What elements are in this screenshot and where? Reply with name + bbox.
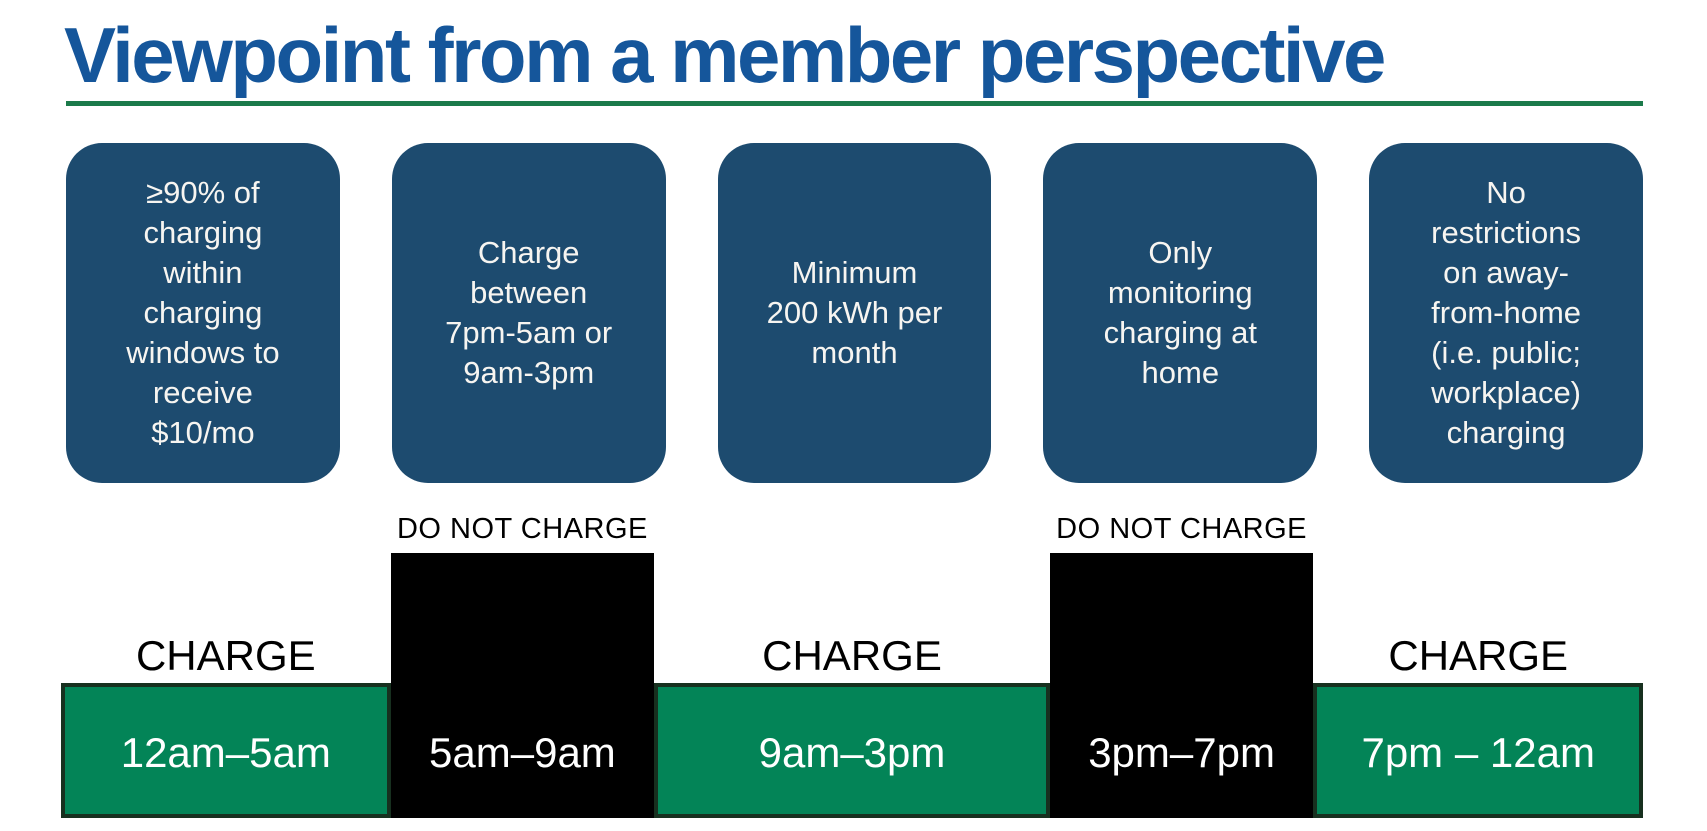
time-window-label: 12am–5am (120, 729, 331, 776)
benefit-box-text: Minimum 200 kWh per month (766, 255, 943, 370)
benefit-box-no-restrictions (1369, 143, 1643, 483)
benefit-box-text: Charge between 7pm-5am or 9am-3pm (445, 235, 613, 390)
do-not-charge-status-label: DO NOT CHARGE (396, 513, 648, 545)
benefit-box-text: No restrictions on away- from-home (i.e. public; workplace) charging (1431, 175, 1582, 450)
time-window-label: 5am–9am (429, 729, 616, 776)
do-not-charge-bar (1050, 553, 1314, 818)
timeline-segment-7pm-12am (1313, 519, 1643, 818)
time-window-label: 3pm–7pm (1088, 729, 1275, 776)
time-window-label: 7pm – 12am (1361, 729, 1595, 776)
page-title: Viewpoint from a member perspective (64, 11, 1384, 99)
timeline-segment-9am-3pm (654, 519, 1050, 818)
benefit-box-text: Only monitoring charging at home (1103, 235, 1257, 390)
benefit-box-minimum-kwh (718, 143, 992, 483)
benefit-box-text: ≥90% of charging within charging windows to receive $10/mo (126, 175, 280, 450)
benefit-box-charge-between (392, 143, 666, 483)
benefit-box-home-monitoring (1043, 143, 1317, 483)
timeline-segment-5am-9am (391, 513, 655, 818)
do-not-charge-status-label: DO NOT CHARGE (1056, 513, 1308, 545)
title-underline (66, 101, 1643, 106)
charge-status-label: CHARGE (1388, 632, 1569, 679)
time-window-label: 9am–3pm (758, 729, 946, 776)
timeline-segment-3pm-7pm (1050, 513, 1314, 818)
charge-status-label: CHARGE (135, 632, 316, 679)
benefit-boxes-row (66, 143, 1643, 483)
timeline-segment-12am-5am (61, 519, 391, 818)
charging-timeline (61, 513, 1643, 818)
benefit-box-charging-windows (66, 143, 340, 483)
do-not-charge-bar (391, 553, 655, 818)
charge-status-label: CHARGE (762, 632, 942, 679)
